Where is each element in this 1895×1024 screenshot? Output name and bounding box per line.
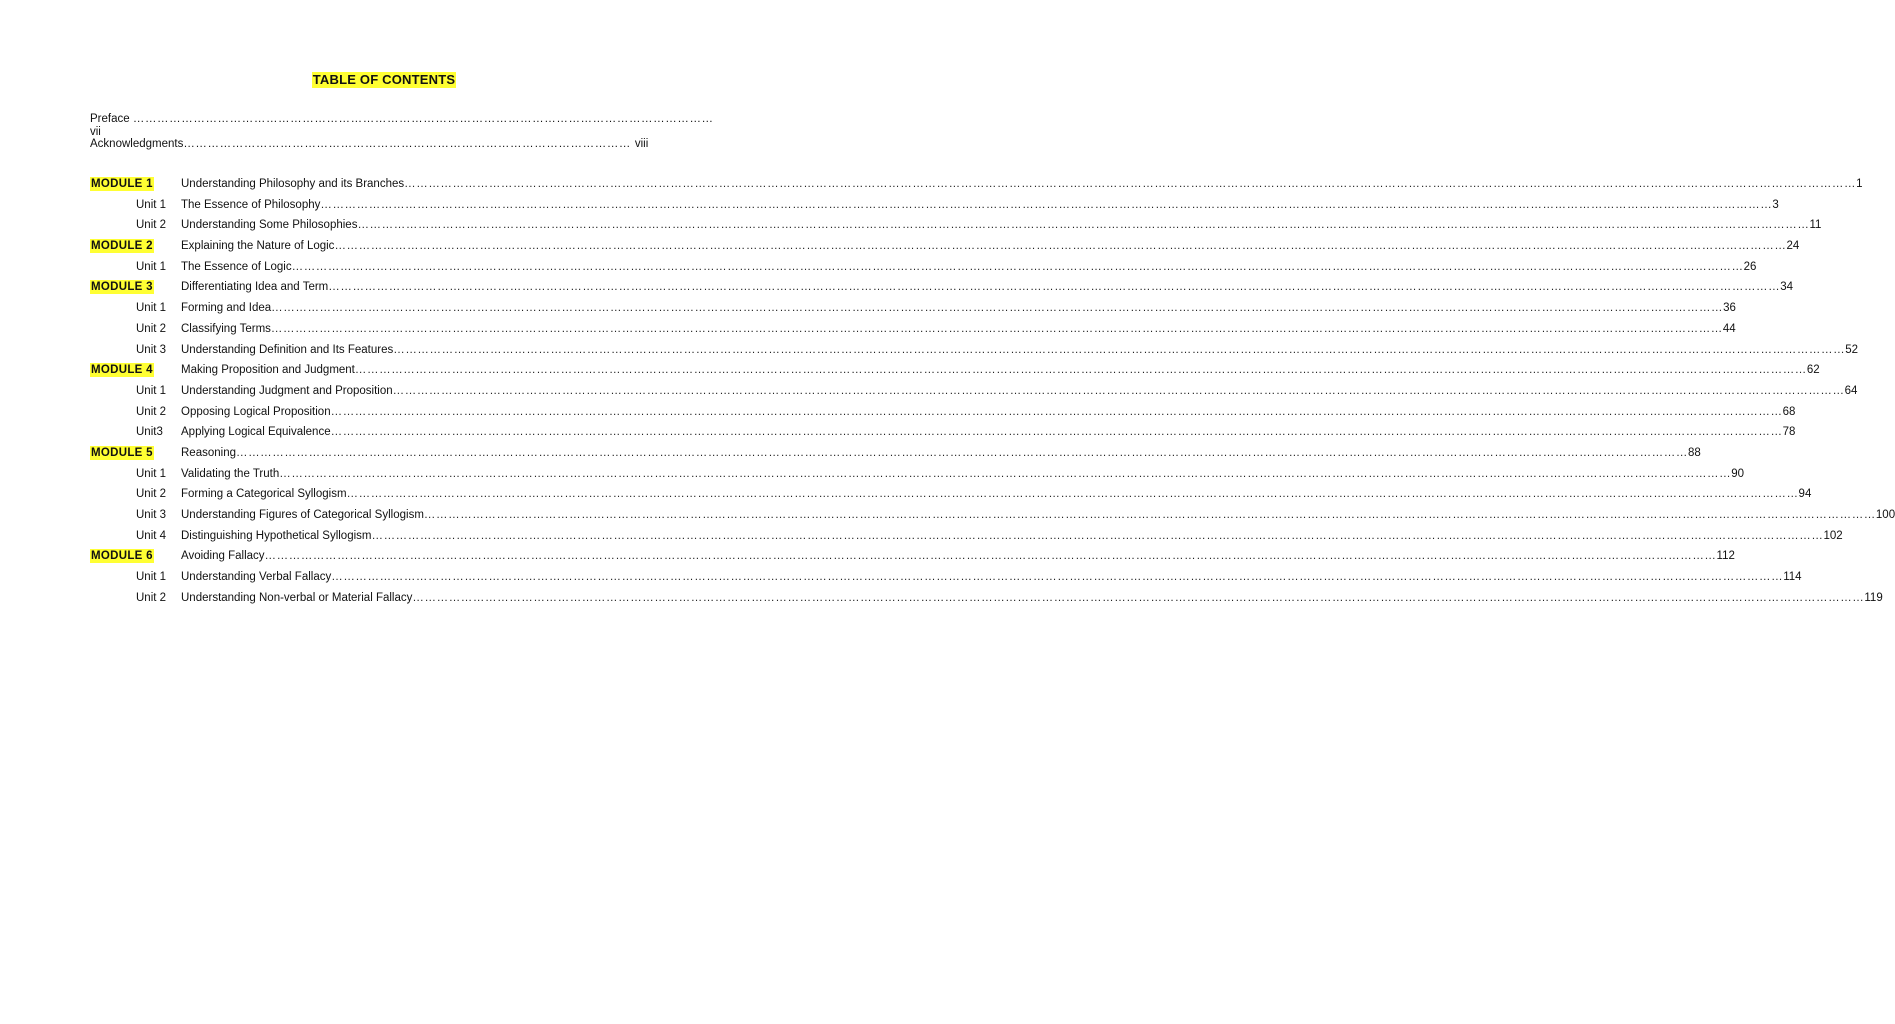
preface-page-line <box>90 126 676 139</box>
toc-entry <box>181 195 1779 216</box>
toc-unit-row <box>90 567 1802 588</box>
entry-title: Forming and Idea <box>181 302 272 315</box>
page-number: 68 <box>1782 405 1796 418</box>
dot-leader: ……………………………………………………………………………………………………………………………………………………………………………………………………………………………………………………………………………………………………………………………… <box>235 446 1688 459</box>
toc-unit-row <box>90 484 1812 505</box>
entry-title: Avoiding Fallacy <box>181 550 265 563</box>
page-number: 11 <box>1809 219 1822 232</box>
entry-title: The Essence of Logic <box>181 260 292 273</box>
toc-entry <box>181 319 1736 340</box>
unit-label: Unit 1 <box>136 260 167 273</box>
acknowledgments-label: Acknowledgments <box>90 138 184 150</box>
dot-leader: ……………………………………………………………………………………………………………………………………………………………………………………………………………………………………………………………………………………………………………………………… <box>291 260 1744 273</box>
dot-leader: ……………………………………………………………………………………………………………………………………………………………………………………………………………………………………………………………………………………………………………………………… <box>404 178 1857 190</box>
entry-title: Opposing Logical Proposition <box>181 405 331 418</box>
entry-title: Understanding Philosophy and its Branches <box>181 178 405 190</box>
dot-leader: ……………………………………………………………………………………………………………………………………………………………………………………………………………………………………………………………………………………………………………………………… <box>371 529 1824 542</box>
module-label: MODULE 1 <box>91 178 153 190</box>
page-number: 94 <box>1798 488 1812 501</box>
toc-entry <box>181 381 1858 402</box>
dot-leader: ……………………………………………………………………………………………………………………………………………………………………………………………………………………………………………………………………………………………………………………………… <box>354 364 1807 377</box>
dot-leader: ……………………………………………………………………………………………………………………………………………………………………………………………………………………………………………………………………………………………………………………………… <box>357 219 1810 232</box>
page-number: 44 <box>1722 322 1736 335</box>
toc-unit-row <box>90 298 1736 319</box>
entry-title: Classifying Terms <box>181 322 271 335</box>
toc-unit-row <box>90 464 1745 485</box>
page-number: 3 <box>1772 198 1779 211</box>
acknowledgments-page: viii <box>634 138 649 150</box>
dot-leader: ……………………………………………………………………………………………………………………………………………………………………………………………………………………………………………………………………………………………………………………………… <box>331 571 1784 584</box>
preface-label: Preface <box>90 113 130 125</box>
toc-module-row <box>90 546 1735 567</box>
module-label: MODULE 2 <box>91 240 153 253</box>
toc-entry <box>181 174 1863 195</box>
toc-module-row <box>90 360 1820 381</box>
dot-leader: ……………………………………………………………………………………………………………………………………………………………………………………………………………………………………………………………………………………………………………………………… <box>346 488 1799 501</box>
preface-line <box>90 113 714 126</box>
dot-leader: ……………………………………………………………………………………………………………………………………………………………………………………………………………………………………………………………………………………………………………………………… <box>393 343 1846 356</box>
dot-leader: ……………………………………………………………………………………………………………………………………………………………………………………………………………………………………………………………………………………………………………………………… <box>392 384 1845 397</box>
page-number: 52 <box>1845 343 1859 356</box>
toc-module-row <box>90 236 1800 257</box>
toc-entry <box>181 340 1859 361</box>
module-label: MODULE 3 <box>91 281 153 294</box>
entry-title: Making Proposition and Judgment <box>181 364 355 377</box>
dot-leader: ……………………………………………………………………………………………………………………………………………………………………………………………………………………………………………………………………………………………………………………………… <box>270 322 1723 335</box>
dot-leader: ……………………………………………………………………………………………………………………………………………………………………………………………………………………………………………………………………………………………………………………………… <box>334 240 1787 253</box>
entry-title: Understanding Figures of Categorical Syllogism <box>181 509 424 521</box>
entry-title: Forming a Categorical Syllogism <box>181 488 347 501</box>
toc-unit-row <box>90 381 1858 402</box>
toc-module-row <box>90 174 1863 195</box>
dot-leader: ……………………………………………………………………………………………………………………………………………………………………………………………………………………………………………………………………………………………………………………………… <box>330 405 1783 418</box>
dot-leader: ……………………………………………………………………………………………………………………………………………………………………………………………………………………………………………………………………………………………………………………………… <box>412 591 1865 604</box>
entry-title: Explaining the Nature of Logic <box>181 240 335 253</box>
preface-page: vii <box>90 125 101 138</box>
toc-entry <box>181 236 1800 257</box>
unit-label: Unit 3 <box>136 509 167 521</box>
module-label: MODULE 6 <box>91 550 153 563</box>
toc-entry <box>181 402 1796 423</box>
toc-entry <box>181 277 1794 298</box>
toc-module-row <box>90 443 1701 464</box>
unit-label: Unit 1 <box>136 571 167 584</box>
module-label: MODULE 4 <box>91 364 153 377</box>
toc-unit-row <box>90 526 1843 547</box>
toc-entry <box>181 257 1757 278</box>
acknowledgments-leader: ………………………………………………………………………………………………… <box>183 138 635 150</box>
toc-entry <box>181 215 1822 236</box>
title-wrap <box>0 72 768 88</box>
entry-title: Understanding Non-verbal or Material Fallacy <box>181 591 413 604</box>
entry-title: Understanding Verbal Fallacy <box>181 571 332 584</box>
entry-title: Understanding Some Philosophies <box>181 219 358 232</box>
page-title: TABLE OF CONTENTS <box>312 72 456 87</box>
toc-unit-row <box>90 340 1859 361</box>
toc-entry <box>181 422 1796 443</box>
toc-entry <box>181 567 1802 588</box>
entry-title: Understanding Judgment and Proposition <box>181 384 393 397</box>
page-number: 114 <box>1783 571 1802 584</box>
toc-unit-row <box>90 195 1779 216</box>
toc-entry <box>181 505 1895 526</box>
page-number: 62 <box>1806 364 1820 377</box>
toc-entry <box>181 484 1812 505</box>
toc-entry <box>181 546 1735 567</box>
toc-unit-row <box>90 402 1796 423</box>
toc-list <box>90 174 1895 608</box>
unit-label: Unit 2 <box>136 405 167 418</box>
page-number: 26 <box>1743 260 1757 273</box>
toc-unit-row <box>90 215 1822 236</box>
page-number: 90 <box>1731 467 1745 480</box>
acknowledgments-line <box>90 138 676 151</box>
unit-label: Unit 2 <box>136 591 167 604</box>
entry-title: Applying Logical Equivalence <box>181 426 331 439</box>
unit-label: Unit 1 <box>136 302 167 315</box>
unit-label: Unit 2 <box>136 322 167 335</box>
page-number: 102 <box>1823 529 1843 542</box>
dot-leader: ……………………………………………………………………………………………………………………………………………………………………………………………………………………………………………………………………………………………………………………………… <box>320 198 1773 211</box>
toc-entry <box>181 360 1820 381</box>
front-matter <box>90 113 714 151</box>
unit-label: Unit3 <box>136 426 163 439</box>
toc-entry <box>181 588 1883 609</box>
unit-label: Unit 4 <box>136 529 167 542</box>
dot-leader: ……………………………………………………………………………………………………………………………………………………………………………………………………………………………………………………………………………………………………………………………… <box>328 281 1781 294</box>
preface-leader: ……………………………………………………………………………………………………………………………… <box>132 113 714 125</box>
unit-label: Unit 2 <box>136 219 167 232</box>
toc-unit-row <box>90 319 1736 340</box>
entry-title: The Essence of Philosophy <box>181 198 321 211</box>
page-number: 119 <box>1864 591 1883 604</box>
toc-entry <box>181 298 1736 319</box>
page-number: 34 <box>1780 281 1794 294</box>
page-number: 64 <box>1844 384 1858 397</box>
page-number: 112 <box>1716 550 1735 563</box>
page-number: 24 <box>1786 240 1800 253</box>
entry-title: Distinguishing Hypothetical Syllogism <box>181 529 372 542</box>
toc-module-row <box>90 277 1794 298</box>
entry-title: Understanding Definition and Its Features <box>181 343 394 356</box>
toc-unit-row <box>90 505 1895 526</box>
unit-label: Unit 1 <box>136 467 167 480</box>
page-number: 36 <box>1723 302 1736 315</box>
toc-unit-row <box>90 422 1796 443</box>
page-number: 78 <box>1782 426 1796 439</box>
entry-title: Validating the Truth <box>181 467 280 480</box>
entry-title: Differentiating Idea and Term <box>181 281 329 294</box>
page-number: 1 <box>1856 178 1863 190</box>
unit-label: Unit 1 <box>136 384 167 397</box>
dot-leader: ……………………………………………………………………………………………………………………………………………………………………………………………………………………………………………………………………………………………………………………………… <box>330 426 1783 439</box>
module-label: MODULE 5 <box>91 446 153 459</box>
dot-leader: ……………………………………………………………………………………………………………………………………………………………………………………………………………………………………………………………………………………………………………………………… <box>264 550 1717 563</box>
toc-unit-row <box>90 588 1883 609</box>
toc-entry <box>181 526 1843 547</box>
dot-leader: ……………………………………………………………………………………………………………………………………………………………………………………………………………………………………………………………………………………………………………………………… <box>423 509 1876 521</box>
toc-unit-row <box>90 257 1757 278</box>
unit-label: Unit 2 <box>136 488 167 501</box>
page-number: 100 <box>1875 509 1895 521</box>
unit-label: Unit 1 <box>136 198 167 211</box>
unit-label: Unit 3 <box>136 343 167 356</box>
entry-title: Reasoning <box>181 446 236 459</box>
dot-leader: ……………………………………………………………………………………………………………………………………………………………………………………………………………………………………………………………………………………………………………………………… <box>279 467 1732 480</box>
dot-leader: ……………………………………………………………………………………………………………………………………………………………………………………………………………………………………………………………………………………………………………………………… <box>271 302 1724 315</box>
toc-entry <box>181 464 1745 485</box>
toc-entry <box>181 443 1701 464</box>
page-number: 88 <box>1687 446 1701 459</box>
